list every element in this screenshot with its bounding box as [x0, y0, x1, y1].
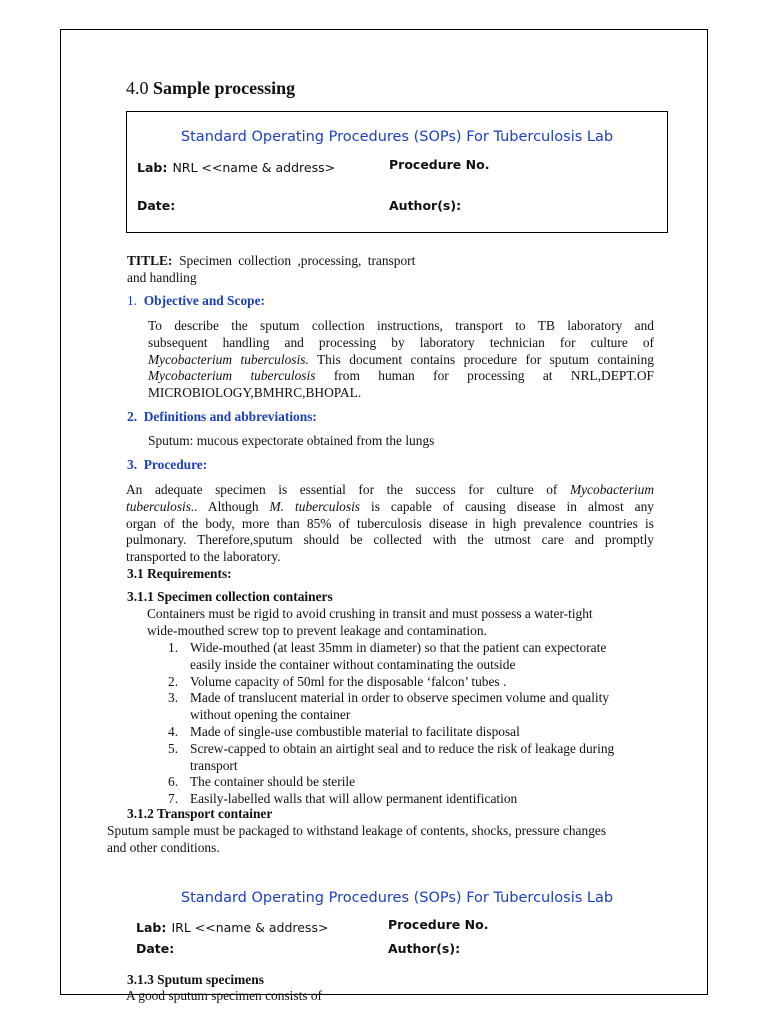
objective-line-5: MICROBIOLOGY,BMHRC,BHOPAL.	[148, 385, 362, 401]
procedure-heading-text: Procedure:	[143, 457, 208, 472]
date-label: Date:	[137, 198, 176, 213]
sop2-lab-line	[136, 917, 328, 936]
section-heading	[126, 78, 295, 99]
list-item: 5. Screw-capped to obtain an airtight seal and to reduce the risk of leakage during transport	[168, 740, 615, 773]
title-line2: and handling	[127, 269, 197, 285]
requirements-heading: 3.1 Requirements:	[127, 566, 232, 581]
sop-lab-line	[137, 157, 335, 176]
lab-label: Lab:	[137, 160, 168, 175]
title-label: TITLE:	[127, 253, 173, 268]
lab-label-2: Lab:	[136, 920, 167, 935]
containers-line-2: wide-mouthed screw top to prevent leakage and contamination.	[147, 622, 487, 638]
procedure-line-5: transported to the laboratory.	[126, 549, 281, 565]
containers-heading: 3.1.1 Specimen collection containers	[127, 589, 333, 604]
section-number: 4.0	[126, 78, 149, 98]
objective-number: 1.	[127, 293, 138, 308]
procedure-number: 3.	[127, 457, 138, 472]
sputum-heading: 3.1.3 Sputum specimens	[127, 972, 264, 987]
sputum-text: A good sputum specimen consists of	[126, 988, 323, 1003]
definitions-heading	[127, 409, 317, 425]
section-title: Sample processing	[153, 78, 296, 98]
title-line1: Specimen collection ,processing, transport	[179, 253, 416, 268]
procedure-line-1: An adequate specimen is essential for the success for culture of Mycobacterium	[126, 482, 654, 497]
objective-line-2: subsequent handling and processing by laboratory technician for culture of	[148, 334, 654, 350]
sop-title-2: Standard Operating Procedures (SOPs) For Tuberculosis Lab	[180, 890, 614, 906]
definitions-heading-text: Definitions and abbreviations:	[143, 409, 317, 424]
list-item: 7. Easily-labelled walls that will allow permanent identification	[168, 791, 518, 807]
lab-value: NRL <<name & address>	[172, 160, 336, 175]
definitions-text: Sputum: mucous expectorate obtained from the lungs	[148, 433, 435, 448]
date-label-2: Date:	[136, 941, 175, 956]
objective-heading-text: Objective and Scope:	[143, 293, 265, 308]
author-label-2: Author(s):	[388, 941, 461, 956]
list-item: 6. The container should be sterile	[168, 774, 356, 790]
transport-line-1: Sputum sample must be packaged to withstand leakage of contents, shocks, pressure changes	[107, 823, 607, 838]
objective-heading	[127, 293, 265, 309]
procedure-no-label-2: Procedure No.	[388, 917, 489, 932]
objective-paragraph	[148, 318, 654, 402]
organism-name-2: Mycobacterium tuberculosis	[148, 368, 316, 384]
procedure-heading	[127, 457, 207, 473]
objective-line-4: Mycobacterium tuberculosis from human for processing at NRL,DEPT.OF	[148, 368, 654, 384]
author-label: Author(s):	[389, 198, 462, 213]
transport-heading: 3.1.2 Transport container	[127, 806, 273, 821]
procedure-line-4: pulmonary. Therefore,sputum should be collected with the utmost care and promptly	[126, 532, 654, 548]
procedure-line-3: organ of the body, more than 85% of tuberculosis disease in high prevalence countries is	[126, 515, 654, 531]
objective-line-3: Mycobacterium tuberculosis. This document contains procedure for sputum containing	[148, 351, 654, 367]
definitions-number: 2.	[127, 409, 138, 424]
list-item: 4. Made of single-use combustible material to facilitate disposal	[168, 723, 520, 739]
list-item: 1. Wide-mouthed (at least 35mm in diameter) so that the patient can expectorate easily inside the container without contaminating the outside	[168, 640, 607, 672]
transport-line-2: and other conditions.	[107, 839, 220, 855]
list-item: 2. Volume capacity of 50ml for the disposable ‘falcon’ tubes .	[168, 673, 507, 689]
procedure-line-2: tuberculosis.. Although M. tuberculosis is capable of causing disease in almost any	[126, 498, 654, 514]
procedure-no-label: Procedure No.	[389, 157, 490, 172]
sop-header-box	[126, 111, 668, 233]
containers-paragraph	[147, 606, 667, 640]
containers-line-1: Containers must be rigid to avoid crushing in transit and must possess a water-tight	[147, 606, 593, 621]
document-title	[127, 253, 437, 287]
transport-paragraph	[107, 823, 667, 857]
procedure-paragraph	[126, 482, 654, 566]
sop-title: Standard Operating Procedures (SOPs) For Tuberculosis Lab	[180, 129, 614, 145]
objective-line-1: To describe the sputum collection instructions, transport to TB laboratory and	[148, 318, 654, 333]
lab-value-2: IRL <<name & address>	[171, 920, 329, 935]
organism-name: Mycobacterium tuberculosis.	[148, 351, 309, 367]
list-item: 3. Made of translucent material in order to observe specimen volume and quality without opening the container	[168, 690, 610, 723]
container-requirements-list	[168, 640, 658, 808]
